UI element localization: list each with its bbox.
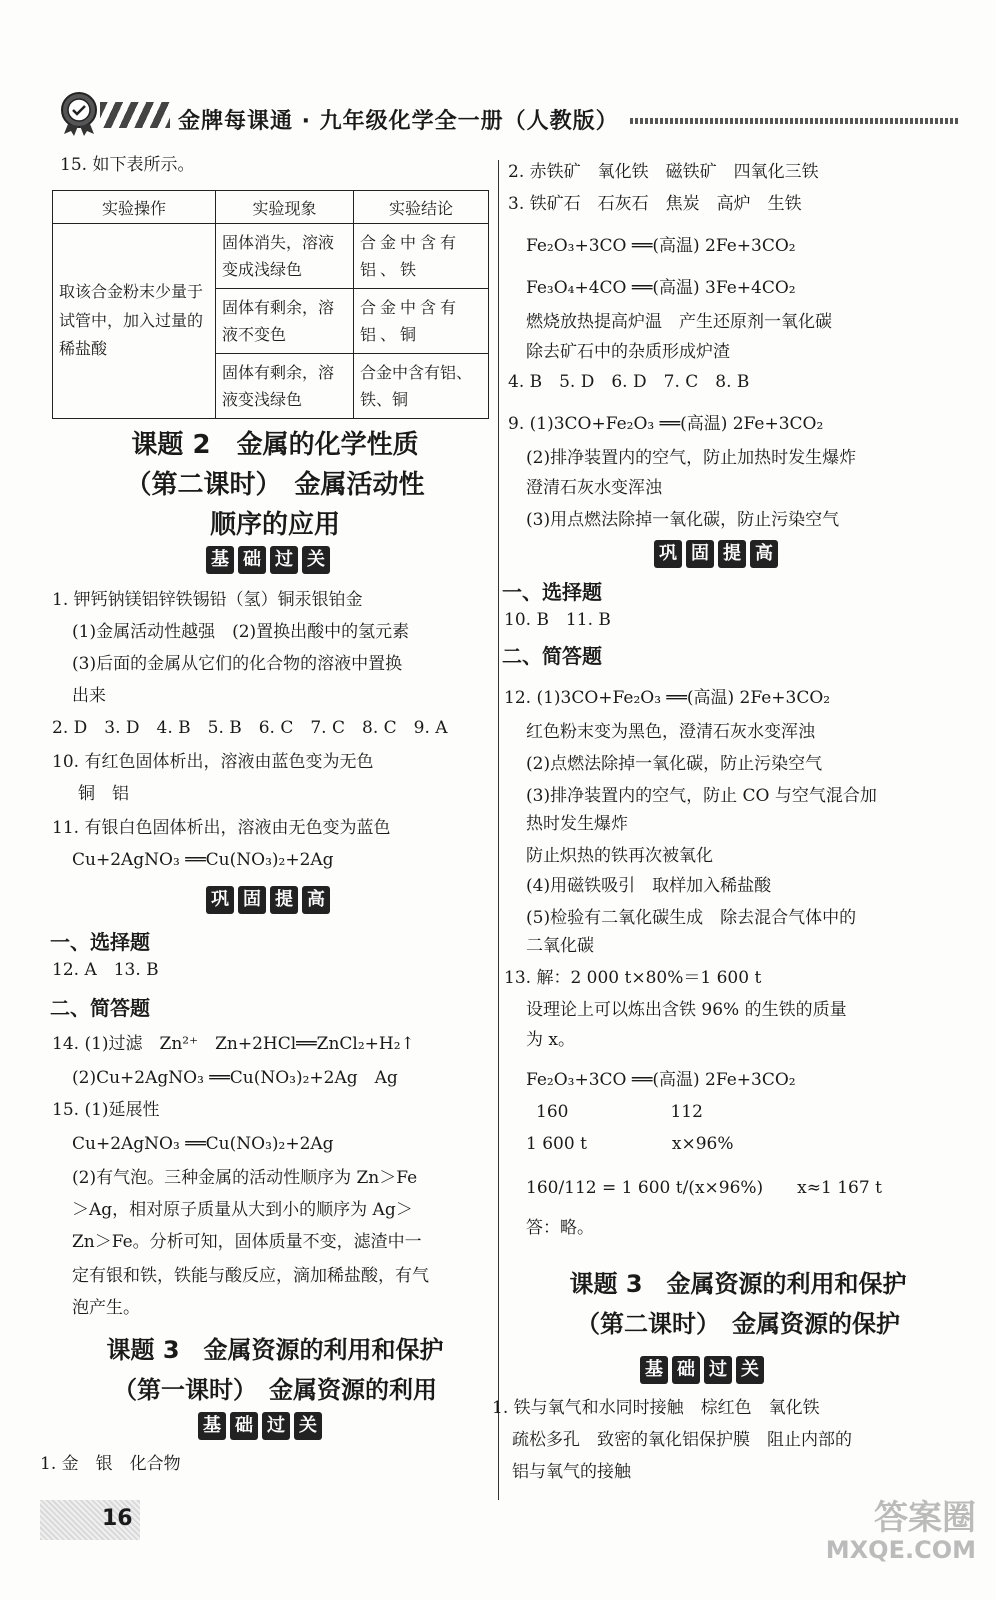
medal-icon — [56, 90, 102, 136]
badge-char: 关 — [294, 1412, 322, 1440]
answer-line: 答：略。 — [526, 1218, 594, 1238]
section-title: （第二课时） 金属活动性 — [125, 470, 425, 500]
badge-char: 提 — [270, 886, 298, 914]
badge-basic — [198, 1412, 322, 1440]
section-title: （第一课时） 金属资源的利用 — [113, 1376, 437, 1404]
section-title: 课题 3 金属资源的利用和保护 — [569, 1270, 907, 1298]
answer-line: 热时发生爆炸 — [526, 814, 628, 834]
table-header: 实验操作 — [53, 191, 216, 224]
equation-line: Fe₂O₃+3CO ══(高温) 2Fe+3CO₂ — [526, 1070, 796, 1090]
badge-char: 过 — [270, 546, 298, 574]
answer-line: 除去矿石中的杂质形成炉渣 — [526, 342, 730, 362]
calc-line: 160 112 — [536, 1102, 703, 1122]
answer-line: 燃烧放热提高炉温 产生还原剂一氧化碳 — [526, 312, 832, 332]
table-cell-operation: 取该合金粉末少量于试管中，加入过量的稀盐酸 — [53, 224, 216, 419]
answer-line: 10. B 11. B — [504, 610, 611, 630]
badge-char: 基 — [640, 1356, 668, 1384]
answer-line: (3)用点燃法除掉一氧化碳，防止污染空气 — [526, 510, 840, 530]
section-title: 顺序的应用 — [209, 510, 340, 540]
answer-line: 1. 铁与氧气和水同时接触 棕红色 氧化铁 — [492, 1398, 820, 1418]
answer-line: 铝与氧气的接触 — [512, 1462, 631, 1482]
answer-line: (3)排净装置内的空气，防止 CO 与空气混合加 — [526, 786, 877, 806]
badge-char: 基 — [198, 1412, 226, 1440]
equation-line: (2)Cu+2AgNO₃ ══Cu(NO₃)₂+2Ag Ag — [72, 1068, 398, 1088]
answer-line: 1. 钾钙钠镁铝锌铁锡铅（氢）铜汞银铂金 — [52, 590, 363, 610]
table-cell: 合金中含有铝、铜 — [354, 289, 489, 354]
badge-char: 过 — [262, 1412, 290, 1440]
answer-line: (5)检验有二氧化碳生成 除去混合气体中的 — [526, 908, 857, 928]
answer-line: (4)用磁铁吸引 取样加入稀盐酸 — [526, 876, 772, 896]
equation-line: Fe₃O₄+4CO ══(高温) 3Fe+4CO₂ — [526, 278, 796, 298]
table-cell: 合金中含有铝、铁、铜 — [354, 354, 489, 419]
badge-char: 过 — [704, 1356, 732, 1384]
watermark-logo — [826, 1500, 976, 1564]
answer-line: 11. 有银白色固体析出，溶液由无色变为蓝色 — [52, 818, 391, 838]
answer-line: 2. 赤铁矿 氧化铁 磁铁矿 四氧化三铁 — [508, 162, 819, 182]
badge-char: 础 — [230, 1412, 258, 1440]
subheading: 二、简答题 — [502, 644, 602, 668]
badge-char: 础 — [238, 546, 266, 574]
answer-line: ＞Ag，相对原子质量从大到小的顺序为 Ag＞ — [72, 1200, 413, 1220]
answer-line: 13. 解：2 000 t×80%＝1 600 t — [504, 968, 762, 988]
answer-line: 澄清石灰水变浑浊 — [526, 478, 662, 498]
subheading: 一、选择题 — [50, 930, 150, 954]
table-header: 实验结论 — [354, 191, 489, 224]
subheading: 一、选择题 — [502, 580, 602, 604]
equation-line: Cu+2AgNO₃ ══Cu(NO₃)₂+2Ag — [72, 1134, 334, 1154]
answer-line: (2)点燃法除掉一氧化碳，防止污染空气 — [526, 754, 823, 774]
badge-improve — [654, 540, 778, 568]
equation-line: Cu+2AgNO₃ ══Cu(NO₃)₂+2Ag — [72, 850, 334, 870]
badge-char: 础 — [672, 1356, 700, 1384]
answer-line: 出来 — [72, 686, 106, 706]
answer-line: 1. 金 银 化合物 — [40, 1454, 181, 1474]
page-number: 16 — [102, 1506, 133, 1531]
answer-line: 2. D 3. D 4. B 5. B 6. C 7. C 8. C 9. A — [52, 718, 448, 738]
badge-char: 固 — [686, 540, 714, 568]
answer-line: (1)金属活动性越强 (2)置换出酸中的氢元素 — [72, 622, 410, 642]
table-cell: 合金中含有铝、铁 — [354, 224, 489, 289]
answer-line: (2)排净装置内的空气，防止加热时发生爆炸 — [526, 448, 857, 468]
calc-line: 1 600 t x×96% — [526, 1134, 734, 1154]
answer-line: 疏松多孔 致密的氧化铝保护膜 阻止内部的 — [512, 1430, 852, 1450]
badge-basic — [206, 546, 330, 574]
book-title: 金牌每课通 · 九年级化学全一册（人教版） — [178, 109, 619, 134]
badge-char: 巩 — [206, 886, 234, 914]
answer-line: 15. (1)延展性 — [52, 1100, 160, 1120]
table-header: 实验现象 — [216, 191, 354, 224]
header-stripes — [100, 102, 170, 128]
answer-line: (3)后面的金属从它们的化合物的溶液中置换 — [72, 654, 403, 674]
answer-line: Zn＞Fe。分析可知，固体质量不变，滤渣中一 — [72, 1232, 422, 1252]
table-cell: 固体有剩余，溶液变浅绿色 — [216, 354, 354, 419]
badge-char: 关 — [302, 546, 330, 574]
badge-char: 提 — [718, 540, 746, 568]
table-cell: 固体有剩余，溶液不变色 — [216, 289, 354, 354]
badge-char: 巩 — [654, 540, 682, 568]
badge-char: 高 — [750, 540, 778, 568]
watermark-text: 答案圈 — [874, 1498, 976, 1538]
answer-line: 14. (1)过滤 Zn²⁺ Zn+2HCl══ZnCl₂+H₂↑ — [52, 1034, 415, 1054]
badge-improve — [206, 886, 330, 914]
answer-line: 10. 有红色固体析出，溶液由蓝色变为无色 — [52, 752, 374, 772]
section-title: 课题 2 金属的化学性质 — [131, 430, 419, 460]
answer-line: 设理论上可以炼出含铁 96% 的生铁的质量 — [526, 1000, 847, 1020]
column-divider — [498, 160, 499, 1500]
badge-char: 关 — [736, 1356, 764, 1384]
equation-line: 9. (1)3CO+Fe₂O₃ ══(高温) 2Fe+3CO₂ — [508, 414, 824, 434]
answer-line: 防止炽热的铁再次被氧化 — [526, 846, 713, 866]
answer-line: 定有银和铁，铁能与酸反应，滴加稀盐酸，有气 — [72, 1266, 429, 1286]
table-cell: 固体消失，溶液变成浅绿色 — [216, 224, 354, 289]
equation-line: 12. (1)3CO+Fe₂O₃ ══(高温) 2Fe+3CO₂ — [504, 688, 831, 708]
answer-line: 12. A 13. B — [52, 960, 159, 980]
answer-line: 红色粉末变为黑色，澄清石灰水变浑浊 — [526, 722, 815, 742]
badge-char: 基 — [206, 546, 234, 574]
badge-basic — [640, 1356, 764, 1384]
answer-line: 泡产生。 — [72, 1298, 140, 1318]
answer-line: 3. 铁矿石 石灰石 焦炭 高炉 生铁 — [508, 194, 802, 214]
calc-line: 160/112 = 1 600 t/(x×96%) x≈1 167 t — [526, 1178, 882, 1198]
answer-line: 二氧化碳 — [526, 936, 594, 956]
answer-line: (2)有气泡。三种金属的活动性顺序为 Zn＞Fe — [72, 1168, 418, 1188]
table-header-row — [53, 191, 489, 224]
section-title: 课题 3 金属资源的利用和保护 — [106, 1336, 444, 1364]
answer-line: 4. B 5. D 6. D 7. C 8. B — [508, 372, 750, 392]
section-title: （第二课时） 金属资源的保护 — [576, 1310, 900, 1338]
experiment-table — [52, 190, 489, 419]
badge-char: 高 — [302, 886, 330, 914]
header-rule — [630, 118, 960, 124]
subheading: 二、简答题 — [50, 996, 150, 1020]
answer-line: 为 x。 — [526, 1030, 575, 1050]
badge-char: 固 — [238, 886, 266, 914]
q15-intro: 15. 如下表所示。 — [60, 155, 195, 175]
watermark-url: MXQE.COM — [825, 1536, 976, 1565]
answer-line: 铜 铝 — [78, 784, 129, 804]
table-row — [53, 224, 489, 289]
equation-line: Fe₂O₃+3CO ══(高温) 2Fe+3CO₂ — [526, 236, 796, 256]
